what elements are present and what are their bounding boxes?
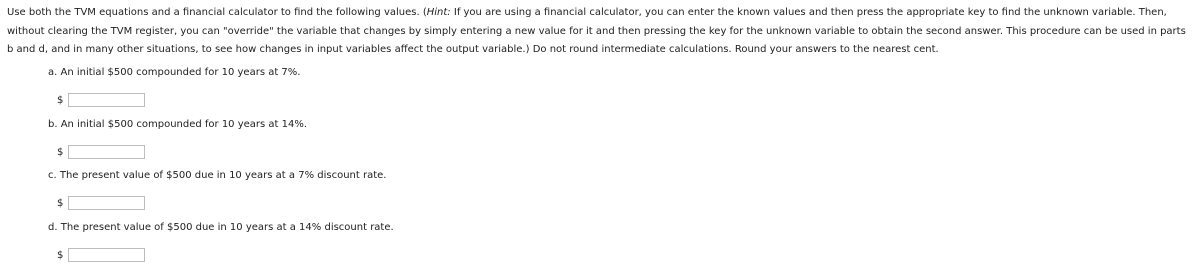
part-b-answer-row [57,144,145,160]
part-c-prompt: c. The present value of $500 due in 10 years at a 7% discount rate. [48,170,387,181]
dollar-sign: $ [57,197,64,209]
instructions-lead: Use both the TVM equations and a financial calculator to find the following values. ( [7,7,427,18]
part-a-prompt: a. An initial $500 compounded for 10 years at 7%. [48,67,301,78]
dollar-sign: $ [57,94,64,106]
part-d-prompt: d. The present value of $500 due in 10 years at a 14% discount rate. [48,222,394,233]
part-b-prompt: b. An initial $500 compounded for 10 years at 14%. [48,119,308,130]
part-a-answer-input[interactable] [68,93,145,107]
part-d-answer-row [57,247,145,263]
dollar-sign: $ [57,146,64,158]
part-d-answer-input[interactable] [68,248,145,262]
instructions-body: If you are using a financial calculator, you can enter the known values and then press the appropriate key to find the unknown variable. Then, without clearing the TVM register, you can "override" the variable that changes by simply entering a new value for it and then pressing the key for the unknown variable to obtain the second answer. This procedure can be used in parts b and d, and in many other situations, to see how changes in input variables affect the output variable.) Do not round intermediate calculations. Round your answers to the nearest cent. [7,7,1186,55]
part-a-answer-row [57,92,145,108]
part-b-answer-input[interactable] [68,145,145,159]
part-c-answer-input[interactable] [68,196,145,210]
part-c-answer-row [57,195,145,211]
instructions-text [7,4,1195,60]
dollar-sign: $ [57,249,64,261]
hint-label: Hint: [426,7,451,18]
